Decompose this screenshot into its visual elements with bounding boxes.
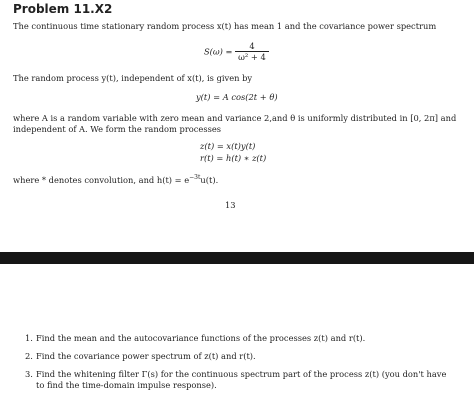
- question-text: Find the whitening filter Γ(s) for the continuous spectrum part of the process z(t) (you don't have to find the time-domain impulse response).: [36, 369, 447, 390]
- page-number: 13: [225, 200, 236, 210]
- spectrum-denominator: ω² + 4: [238, 52, 266, 62]
- convolution-note-exponent: −3t: [189, 174, 201, 182]
- convolution-note-text: where * denotes convolution, and h(t) = e: [13, 175, 190, 185]
- question-text: Find the mean and the autocovariance functions of the processes z(t) and r(t).: [36, 333, 366, 343]
- spectrum-lhs: S(ω) =: [204, 46, 233, 57]
- convolution-note: [13, 175, 218, 186]
- y-equation: y(t) = A cos(2t + θ): [196, 92, 278, 102]
- intro-text: The continuous time stationary random process x(t) has mean 1 and the covariance power spectrum: [13, 21, 437, 31]
- question-number: 1.: [25, 333, 33, 343]
- where-a-line2: independent of A. We form the random processes: [13, 124, 222, 134]
- z-equation: z(t) = x(t)y(t): [200, 141, 256, 151]
- y-intro-text: The random process y(t), independent of x(t), is given by: [13, 73, 253, 83]
- question-item: [25, 369, 456, 391]
- question-text: Find the covariance power spectrum of z(t) and r(t).: [36, 351, 256, 361]
- problem-title: Problem 11.X2: [13, 2, 113, 16]
- question-item: [25, 333, 456, 344]
- question-number: 2.: [25, 351, 33, 361]
- page-separator: [0, 252, 474, 264]
- spectrum-fraction: [235, 41, 269, 62]
- question-item: [25, 351, 456, 362]
- spectrum-equation: [204, 41, 269, 62]
- question-number: 3.: [25, 369, 33, 379]
- spectrum-numerator: 4: [235, 41, 269, 52]
- where-a-line1: where A is a random variable with zero mean and variance 2,and θ is uniformly distributed in [0, 2π] and: [13, 113, 457, 123]
- convolution-note-tail: u(t).: [200, 175, 219, 185]
- page-bottom: [0, 264, 474, 402]
- r-equation: r(t) = h(t) ∗ z(t): [200, 153, 267, 163]
